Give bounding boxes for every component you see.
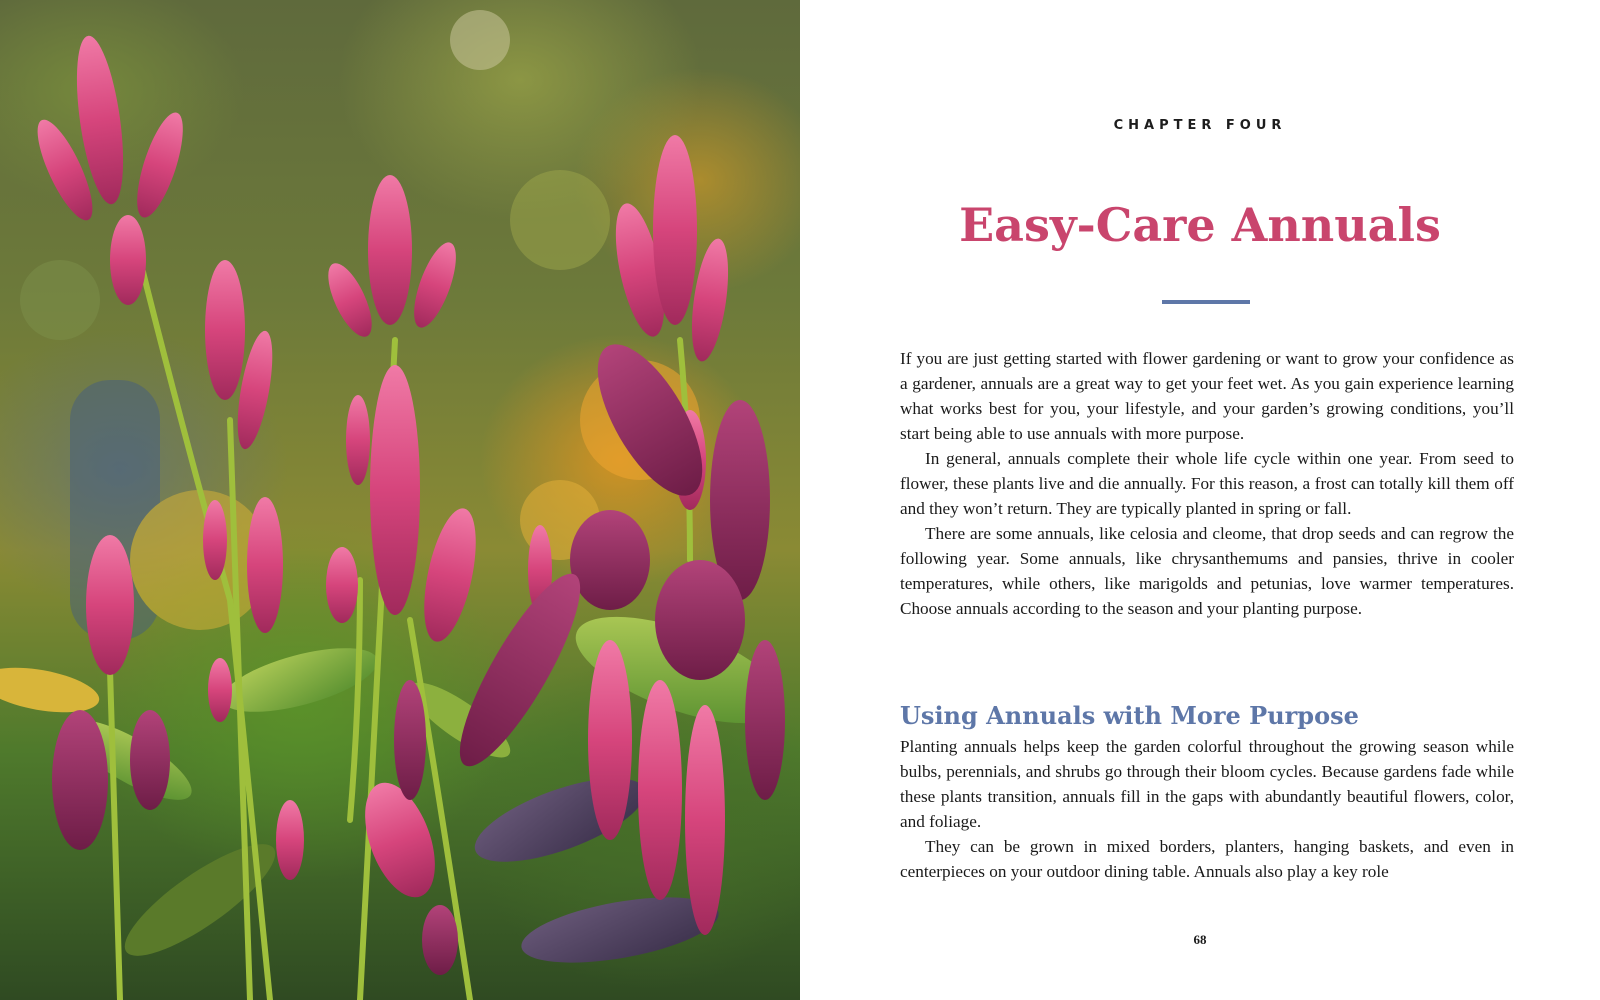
paragraph: In general, annuals complete their whole life cycle within one year. From seed to flower, these plants live and die annually. For this reason, a frost can totally kill them off and they won’t return. They are typically planted in spring or fall. — [900, 449, 1514, 518]
title-divider — [1162, 300, 1250, 304]
paragraph: Planting annuals helps keep the garden colorful throughout the growing season while bulbs, perennials, and shrubs go through their bloom cycles. Because gardens fade while these plants transition, annuals fill in the gaps with abundantly beautiful flowers, color, and foliage. — [900, 737, 1514, 831]
section — [900, 700, 1514, 884]
paragraph: They can be grown in mixed borders, planters, hanging baskets, and even in centerpieces on your outdoor dining table. Annuals also play a key role — [900, 837, 1514, 881]
chapter-title: Easy-Care Annuals — [959, 198, 1441, 252]
chapter-label: CHAPTER FOUR — [1113, 118, 1287, 133]
intro-text — [900, 346, 1514, 621]
paragraph: If you are just getting started with flower gardening or want to grow your confidence as a gardener, annuals are a great way to get your feet wet. As you gain experience learning what works best for you, your lifestyle, and your garden’s growing conditions, you’ll start being able to use annuals with more purpose. — [900, 349, 1514, 443]
paragraph: There are some annuals, like celosia and cleome, that drop seeds and can regrow the following year. Some annuals, like chrysanthemums and pansies, thrive in cooler temperatures, while others, like marigolds and petunias, love warmer temperatures. Choose annuals according to the season and your planting purpose. — [900, 524, 1514, 618]
book-page — [800, 0, 1600, 1000]
page-number: 68 — [1193, 932, 1207, 947]
section-heading: Using Annuals with More Purpose — [900, 701, 1359, 730]
